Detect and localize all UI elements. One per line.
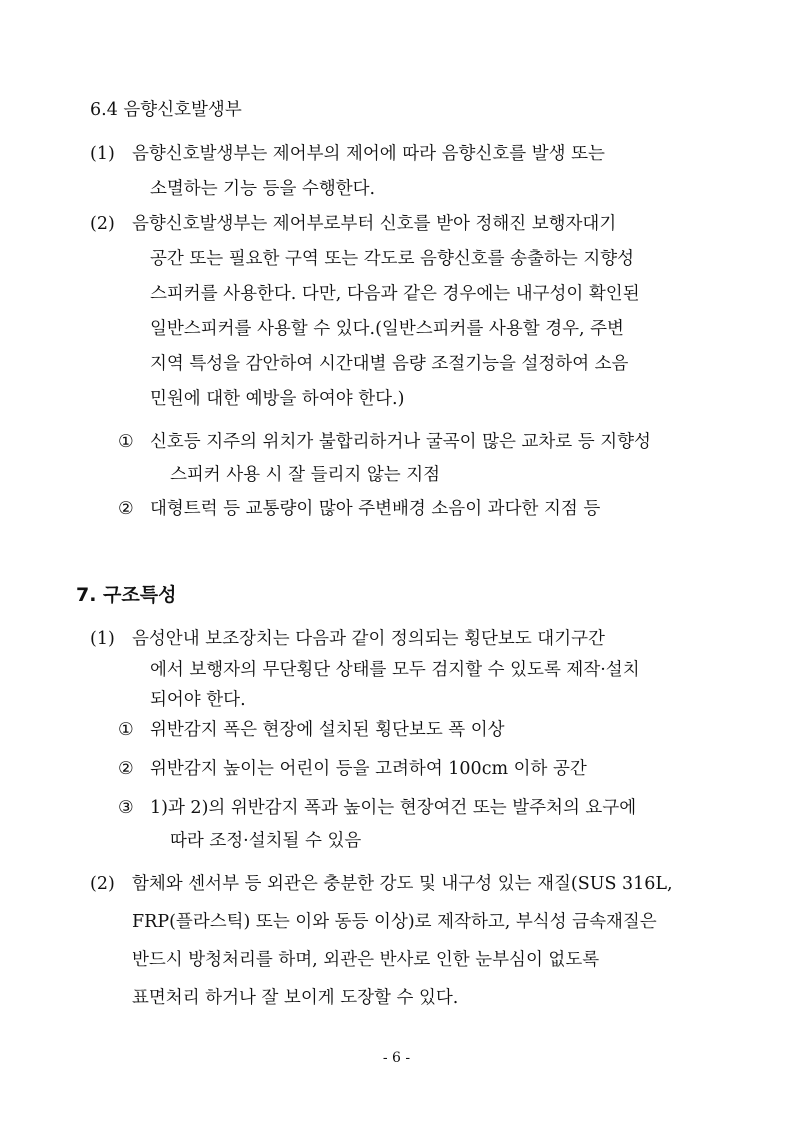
item-marker: (2)	[90, 214, 115, 234]
paragraph-line: FRP(플라스틱) 또는 이와 동등 이상)로 제작하고, 부식성 금속재질은	[132, 912, 657, 932]
section-6-4-title: 6.4 음향신호발생부	[90, 100, 242, 120]
subitem-marker: ③	[118, 798, 134, 818]
paragraph-line: 함체와 센서부 등 외관은 충분한 강도 및 내구성 있는 재질(SUS 316L,	[132, 874, 673, 894]
item-marker: (1)	[90, 629, 115, 649]
subitem-line: 위반감지 높이는 어린이 등을 고려하여 100cm 이하 공간	[150, 759, 587, 779]
subitem-line: 대형트럭 등 교통량이 많아 주변배경 소음이 과다한 지점 등	[150, 499, 601, 519]
subitem-line: 스피커 사용 시 잘 들리지 않는 지점	[170, 465, 441, 485]
item-marker: (2)	[90, 874, 115, 894]
subitem-line: 신호등 지주의 위치가 불합리하거나 굴곡이 많은 교차로 등 지향성	[150, 432, 651, 452]
paragraph-line: 소멸하는 기능 등을 수행한다.	[150, 179, 376, 199]
subitem-marker: ②	[118, 759, 134, 779]
paragraph-line: 반드시 방청처리를 하며, 외관은 반사로 인한 눈부심이 없도록	[132, 950, 600, 970]
subitem-marker: ①	[118, 720, 134, 740]
paragraph-line: 음향신호발생부는 제어부로부터 신호를 받아 정해진 보행자대기	[132, 214, 617, 234]
subitem-line: 1)과 2)의 위반감지 폭과 높이는 현장여건 또는 발주처의 요구에	[150, 798, 637, 818]
paragraph-line: 일반스피커를 사용할 수 있다.(일반스피커를 사용할 경우, 주변	[150, 319, 624, 339]
paragraph-line: 음성안내 보조장치는 다음과 같이 정의되는 횡단보도 대기구간	[132, 629, 605, 649]
item-marker: (1)	[90, 144, 115, 164]
paragraph-line: 공간 또는 필요한 구역 또는 각도로 음향신호를 송출하는 지향성	[150, 249, 635, 269]
paragraph-line: 민원에 대한 예방을 하여야 한다.)	[150, 389, 405, 409]
subitem-line: 위반감지 폭은 현장에 설치된 횡단보도 폭 이상	[150, 720, 505, 740]
subitem-line: 따라 조정·설치될 수 있음	[170, 831, 362, 851]
subitem-marker: ②	[118, 499, 134, 519]
paragraph-line: 에서 보행자의 무단횡단 상태를 모두 검지할 수 있도록 제작·설치	[150, 660, 640, 680]
page-number: - 6 -	[382, 1050, 411, 1066]
paragraph-line: 지역 특성을 감안하여 시간대별 음량 조절기능을 설정하여 소음	[150, 354, 629, 374]
paragraph-line: 음향신호발생부는 제어부의 제어에 따라 음향신호를 발생 또는	[132, 144, 605, 164]
paragraph-line: 표면처리 하거나 잘 보이게 도장할 수 있다.	[132, 988, 459, 1008]
section-7-heading: 7. 구조특성	[76, 584, 177, 606]
subitem-marker: ①	[118, 432, 134, 452]
paragraph-line: 되어야 한다.	[150, 690, 246, 710]
paragraph-line: 스피커를 사용한다. 다만, 다음과 같은 경우에는 내구성이 확인된	[150, 284, 640, 304]
